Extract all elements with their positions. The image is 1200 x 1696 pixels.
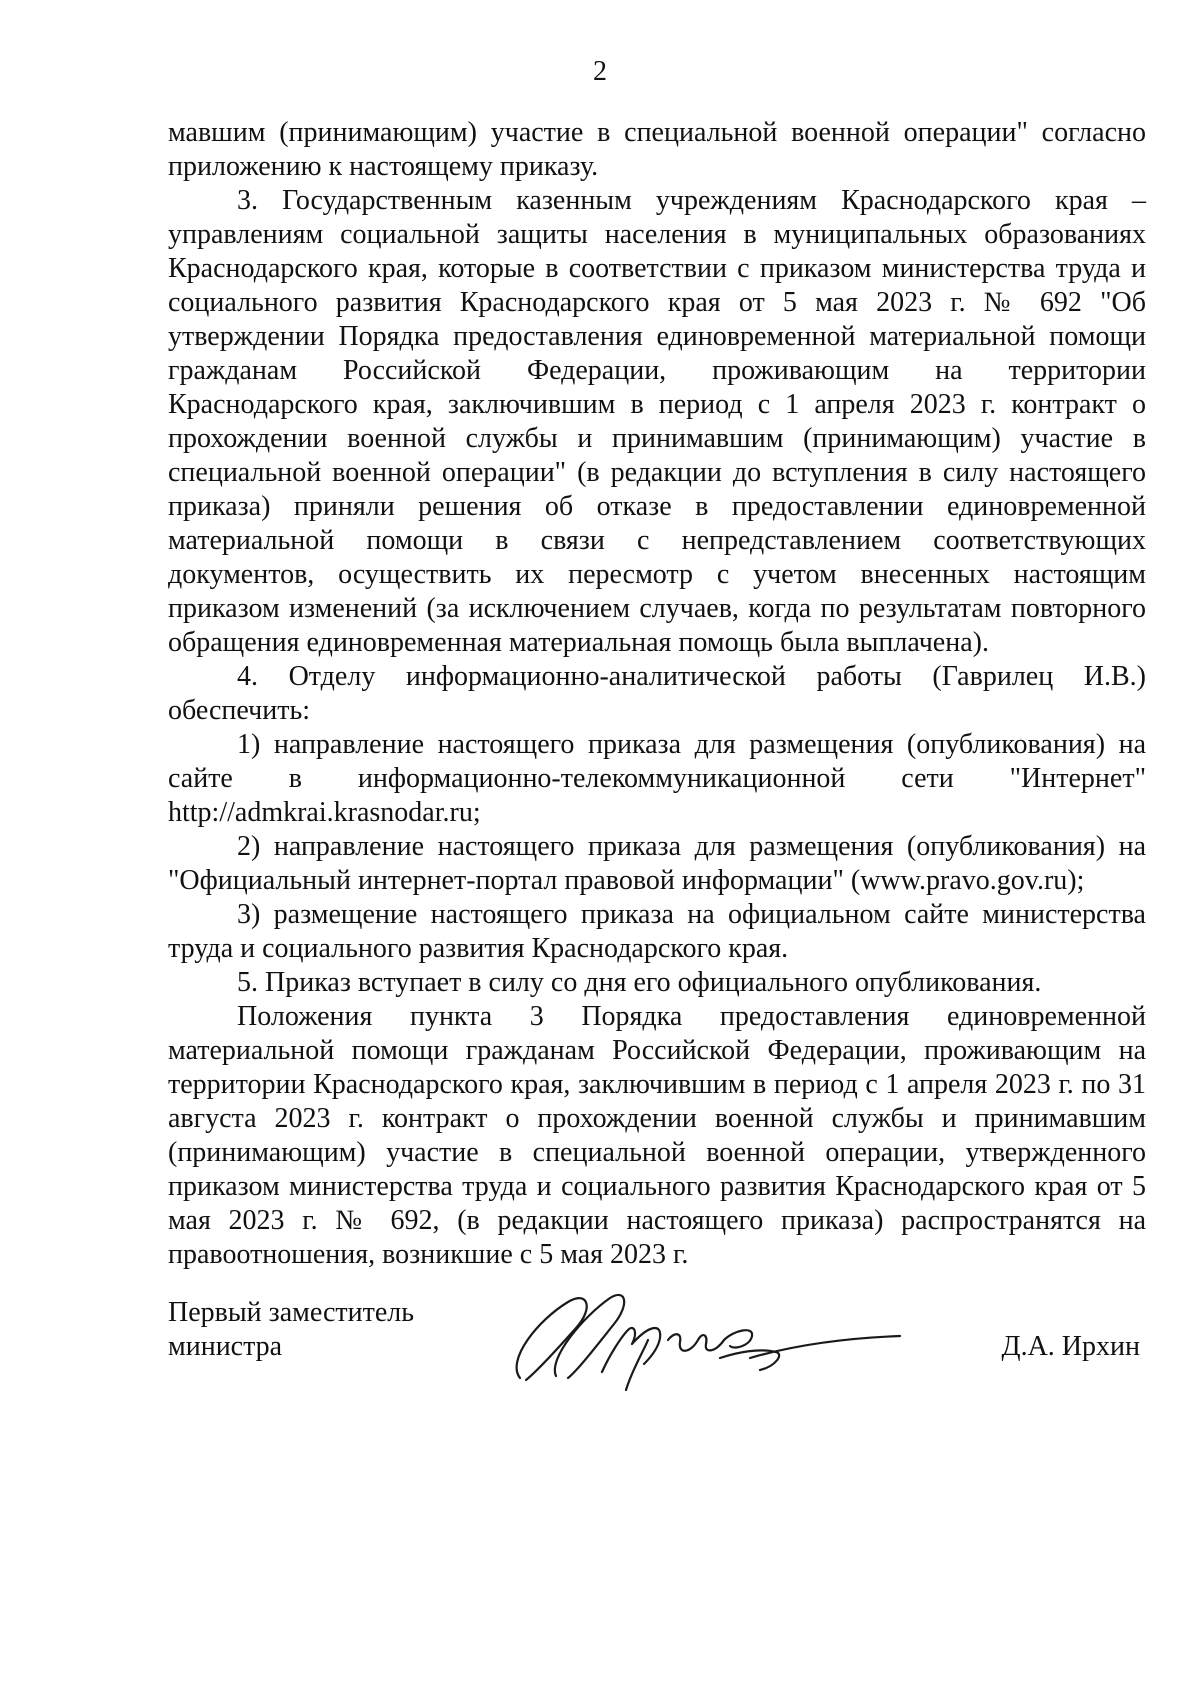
paragraph-continuation: мавшим (принимающим) участие в специальной военной операции" согласно приложению к настоящему приказу. <box>168 117 1146 182</box>
paragraph-item-4-2: 2) направление настоящего приказа для размещения (опубликования) на "Официальный интернет-портал правовой информации" (www.pravo.gov.ru); <box>168 831 1146 896</box>
paragraph-provisions: Положения пункта 3 Порядка предоставления единовременной материальной помощи гражданам Российской Федерации, проживающим на территории Краснодарского края, заключившим в период с 1 апреля 2023 г. по 31 августа 2023 г. контракт о прохождении военной службы и принимавшим (принимающим) участие в специальной военной операции, утвержденного приказом министерства труда и социального развития Краснодарского края от 5 мая 2023 г. № 692, (в редакции настоящего приказа) распространятся на правоотношения, возникшие с 5 мая 2023 г. <box>168 1001 1146 1270</box>
paragraph-item-3: 3. Государственным казенным учреждениям Краснодарского края – управлениям социальной защиты населения в муниципальных образованиях Краснодарского края, которые в соответствии с приказом министерства труда и социального развития Краснодарского края от 5 мая 2023 г. № 692 "Об утверждении Порядка предоставления единовременной материальной помощи гражданам Российской Федерации, проживающим на территории Краснодарского края, заключившим в период с 1 апреля 2023 г. контракт о прохождении военной службы и принимавшим (принимающим) участие в специальной военной операции" (в редакции до вступления в силу настоящего приказа) приняли решения об отказе в предоставлении единовременной материальной помощи в связи с непредставлением соответствующих документов, осуществить их пересмотр с учетом внесенных настоящим приказом изменений (за исключением случаев, когда по результатам повторного обращения единовременная материальная помощь была выплачена). <box>168 185 1146 658</box>
signatory-title-line-1: Первый заместитель <box>168 1297 415 1328</box>
paragraph-item-4: 4. Отделу информационно-аналитической работы (Гаврилец И.В.) обеспечить: <box>168 661 1146 726</box>
paragraph-item-4-3: 3) размещение настоящего приказа на официальном сайте министерства труда и социального развития Краснодарского края. <box>168 899 1146 964</box>
page-number: 2 <box>593 56 607 87</box>
signatory-title <box>168 1296 414 1364</box>
document-body <box>168 116 1146 1272</box>
signatory-name: Д.А. Ирхин <box>1001 1331 1140 1362</box>
paragraph-item-4-1: 1) направление настоящего приказа для размещения (опубликования) на сайте в информационно-телекоммуникационной сети "Интернет" http://admkrai.krasnodar.ru; <box>168 729 1146 828</box>
handwritten-signature <box>498 1280 918 1400</box>
signature-block <box>168 1296 1146 1406</box>
signatory-title-line-2: министра <box>168 1331 283 1362</box>
paragraph-item-5: 5. Приказ вступает в силу со дня его официального опубликования. <box>237 967 1042 998</box>
